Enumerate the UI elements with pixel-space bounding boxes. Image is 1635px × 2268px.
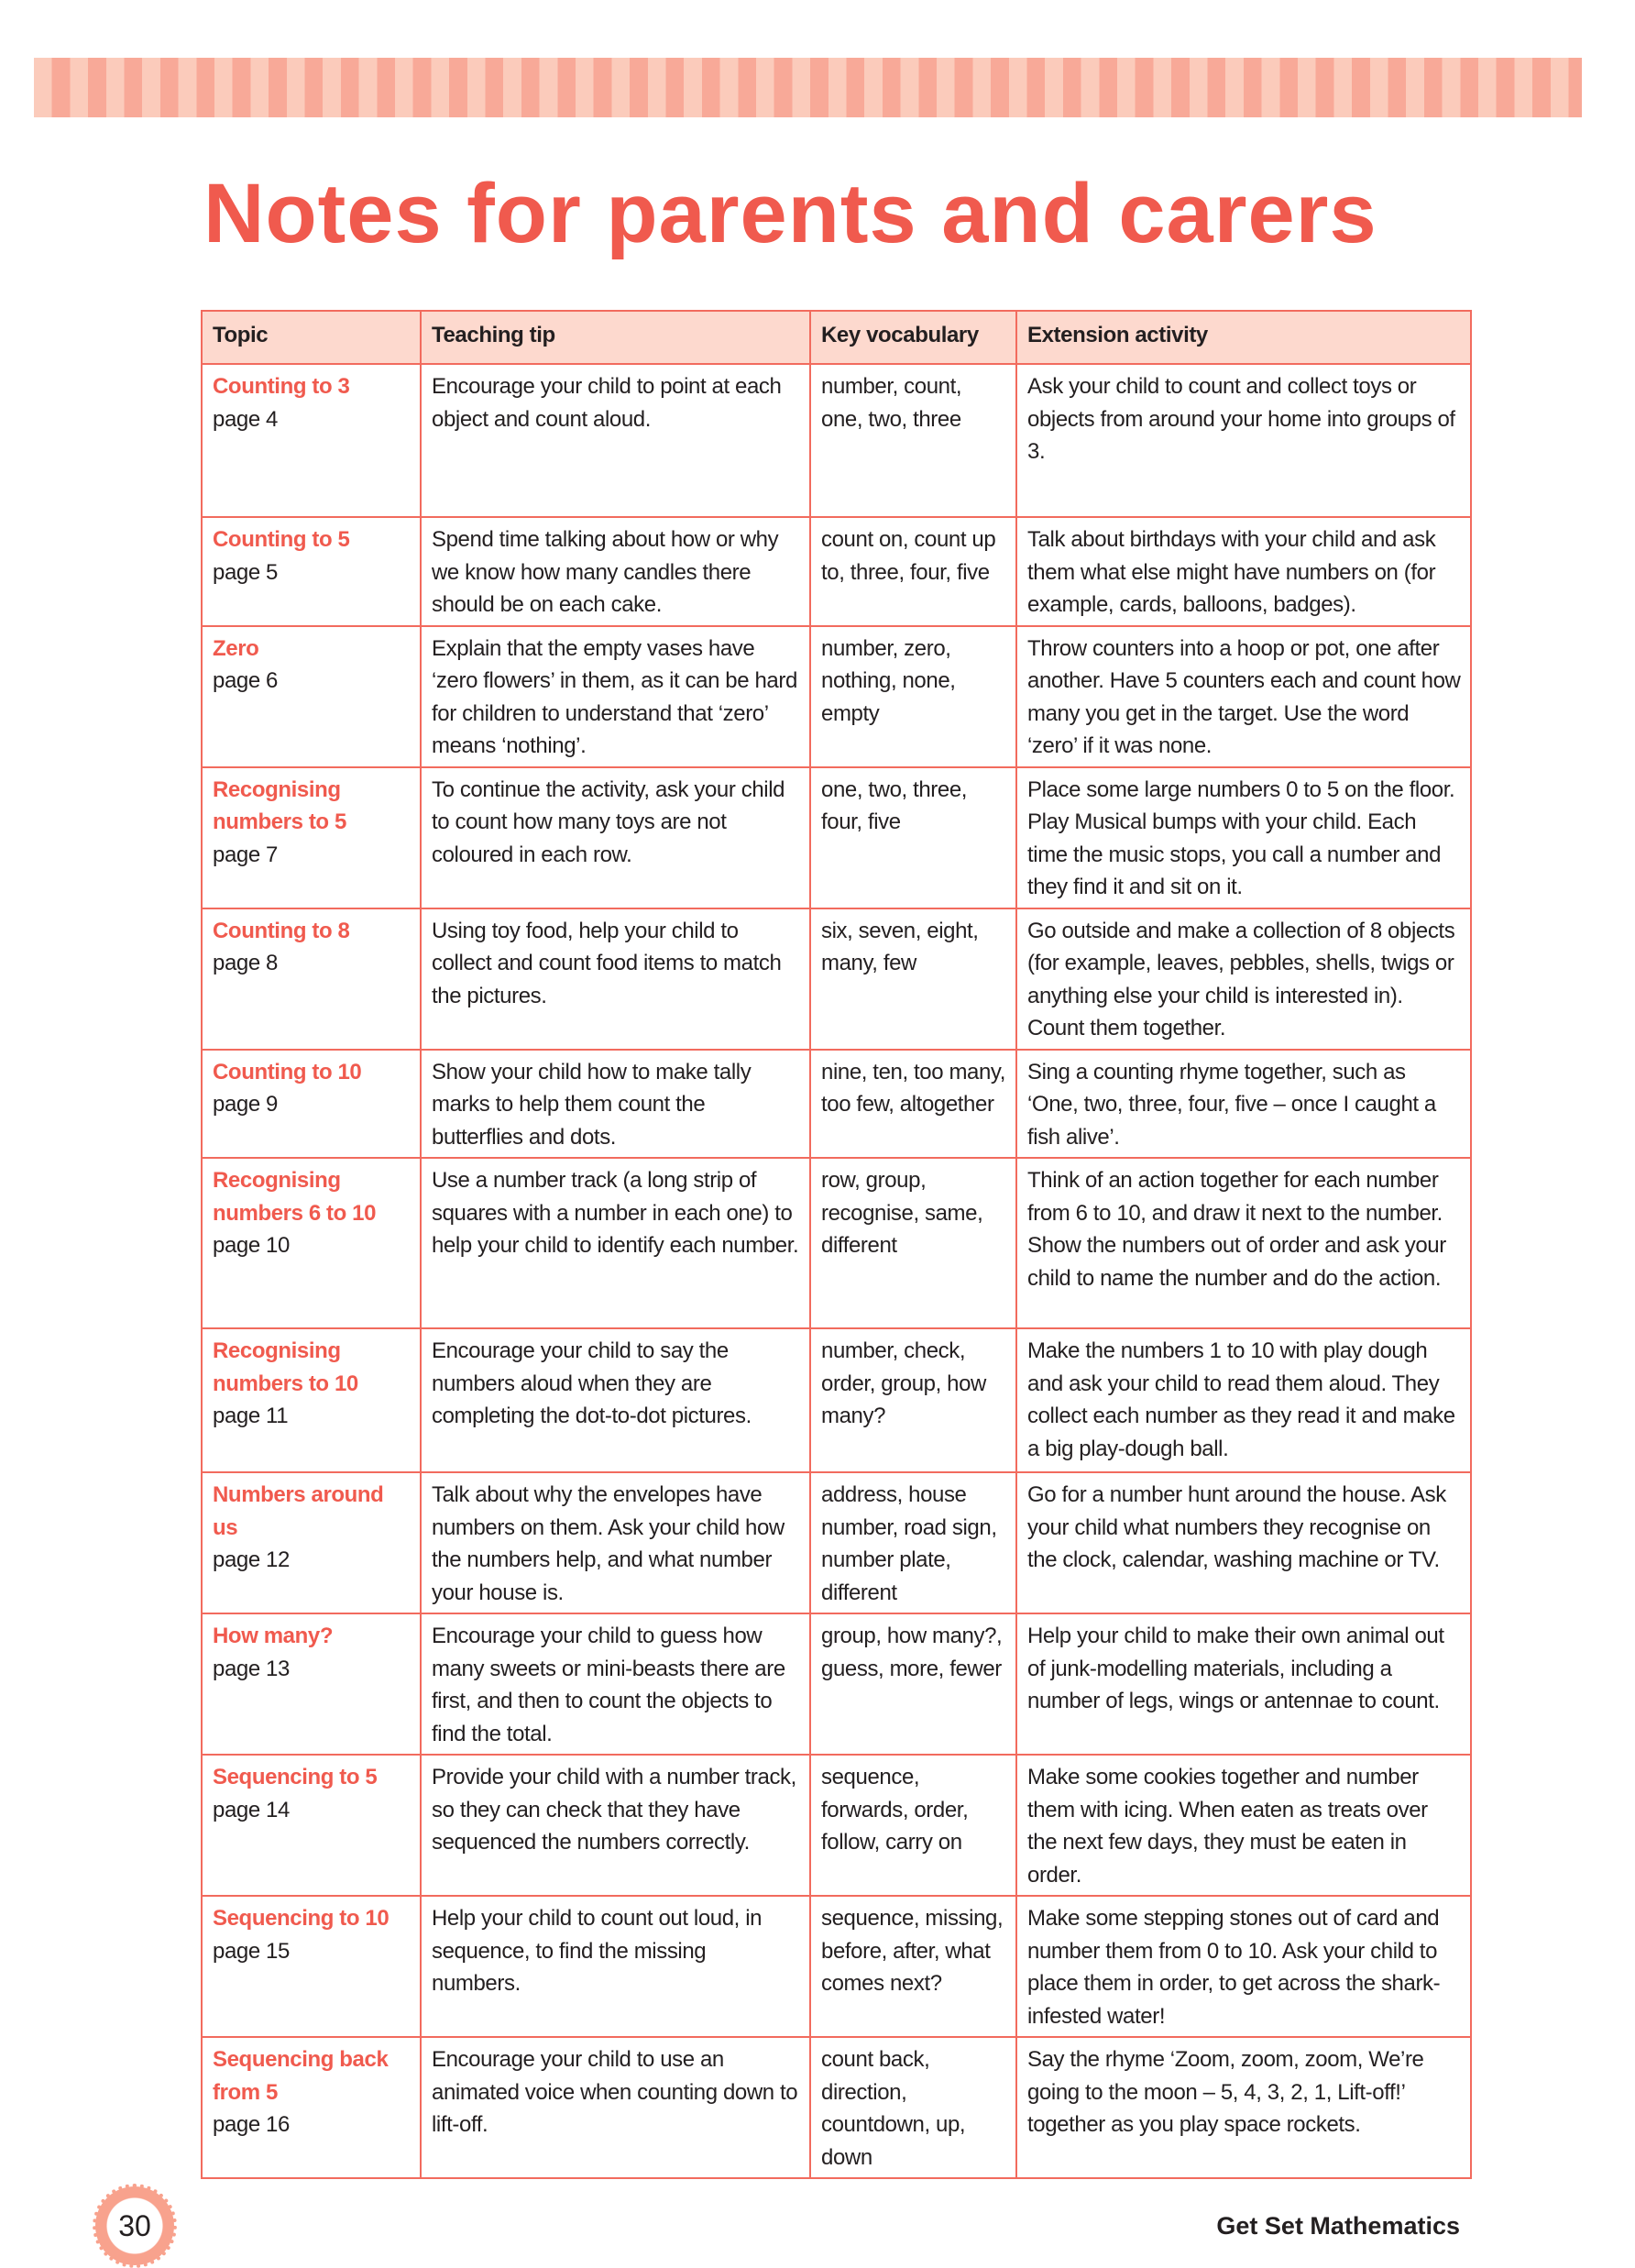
extension-activity-cell: Place some large numbers 0 to 5 on the floor. Play Musical bumps with your child. Each time the music stops, you call a number and they find it and sit on it.	[1016, 767, 1471, 908]
topic-title: Numbers around us	[213, 1482, 384, 1540]
header-teaching-tip: Teaching tip	[421, 311, 810, 364]
extension-activity-cell: Make the numbers 1 to 10 with play dough and ask your child to read them aloud. They collect each number as they read it and make a big play-dough ball.	[1016, 1328, 1471, 1472]
extension-activity-cell: Throw counters into a hoop or pot, one after another. Have 5 counters each and count how many you get in the target. Use the word ‘zero’ if it was none.	[1016, 626, 1471, 767]
table-row	[202, 1472, 1471, 1613]
topic-cell	[202, 1050, 421, 1159]
key-vocabulary-cell: count back, direction, countdown, up, down	[810, 2037, 1016, 2178]
table-row	[202, 2037, 1471, 2178]
extension-activity-cell: Make some stepping stones out of card and number them from 0 to 10. Ask your child to place them in order, to get across the shark-infested water!	[1016, 1896, 1471, 2037]
teaching-tip-cell: Encourage your child to use an animated voice when counting down to lift-off.	[421, 2037, 810, 2178]
teaching-tip-cell: Encourage your child to guess how many sweets or mini-beasts there are first, and then to count the objects to find the total.	[421, 1613, 810, 1755]
key-vocabulary-cell: count on, count up to, three, four, five	[810, 517, 1016, 626]
teaching-tip-cell: Show your child how to make tally marks to help them count the butterflies and dots.	[421, 1050, 810, 1159]
key-vocabulary-cell: address, house number, road sign, number plate, different	[810, 1472, 1016, 1613]
page-footer	[95, 2186, 1470, 2265]
topic-title: Counting to 5	[213, 527, 350, 552]
key-vocabulary-cell: group, how many?, guess, more, fewer	[810, 1613, 1016, 1755]
topic-cell	[202, 626, 421, 767]
table-row	[202, 1613, 1471, 1755]
extension-activity-cell: Make some cookies together and number them with icing. When eaten as treats over the next few days, they must be eaten in order.	[1016, 1755, 1471, 1896]
topic-page: page 12	[213, 1547, 290, 1572]
key-vocabulary-cell: number, count, one, two, three	[810, 364, 1016, 517]
book-title: Get Set Mathematics	[1216, 2211, 1460, 2240]
topic-title: Zero	[213, 635, 259, 661]
key-vocabulary-cell: six, seven, eight, many, few	[810, 908, 1016, 1050]
topic-page: page 9	[213, 1092, 279, 1117]
table-row	[202, 1158, 1471, 1328]
extension-activity-cell: Go for a number hunt around the house. Ask your child what numbers they recognise on the clock, calendar, washing machine or TV.	[1016, 1472, 1471, 1613]
teaching-tip-cell: Encourage your child to say the numbers aloud when they are completing the dot-to-dot pictures.	[421, 1328, 810, 1472]
topic-page: page 13	[213, 1656, 290, 1681]
teaching-tip-cell: Provide your child with a number track, so they can check that they have sequenced the numbers correctly.	[421, 1755, 810, 1896]
topic-title: Counting to 8	[213, 918, 350, 943]
extension-activity-cell: Go outside and make a collection of 8 objects (for example, leaves, pebbles, shells, twigs or anything else your child is interested in). Count them together.	[1016, 908, 1471, 1050]
extension-activity-cell: Say the rhyme ‘Zoom, zoom, zoom, We’re going to the moon – 5, 4, 3, 2, 1, Lift-off!’ together as you play space rockets.	[1016, 2037, 1471, 2178]
table-row	[202, 1755, 1471, 1896]
extension-activity-cell: Sing a counting rhyme together, such as ‘One, two, three, four, five – once I caught a fish alive’.	[1016, 1050, 1471, 1159]
teaching-tip-cell: Using toy food, help your child to collect and count food items to match the pictures.	[421, 908, 810, 1050]
topic-cell	[202, 908, 421, 1050]
extension-activity-cell: Help your child to make their own animal out of junk-modelling materials, including a number of legs, wings or antennae to count.	[1016, 1613, 1471, 1755]
teaching-tip-cell: Encourage your child to point at each object and count aloud.	[421, 364, 810, 517]
extension-activity-cell: Talk about birthdays with your child and ask them what else might have numbers on (for example, cards, balloons, badges).	[1016, 517, 1471, 626]
table-header-row	[202, 311, 1471, 364]
table-row	[202, 1050, 1471, 1159]
topic-page: page 16	[213, 2112, 290, 2137]
topic-page: page 8	[213, 951, 279, 975]
topic-cell	[202, 1755, 421, 1896]
topic-title: Recognising numbers to 10	[213, 1338, 358, 1396]
teaching-tip-cell: Help your child to count out loud, in sequence, to find the missing numbers.	[421, 1896, 810, 2037]
key-vocabulary-cell: nine, ten, too many, too few, altogether	[810, 1050, 1016, 1159]
teaching-tip-cell: Talk about why the envelopes have numbers on them. Ask your child how the numbers help, and what number your house is.	[421, 1472, 810, 1613]
key-vocabulary-cell: number, check, order, group, how many?	[810, 1328, 1016, 1472]
table-row	[202, 364, 1471, 517]
table-row	[202, 908, 1471, 1050]
key-vocabulary-cell: row, group, recognise, same, different	[810, 1158, 1016, 1328]
topic-title: Recognising numbers to 5	[213, 776, 346, 834]
topic-cell	[202, 517, 421, 626]
topic-page: page 4	[213, 406, 279, 432]
table-row	[202, 517, 1471, 626]
notes-table	[201, 310, 1472, 2179]
topic-title: Counting to 3	[213, 374, 350, 399]
table-row	[202, 626, 1471, 767]
key-vocabulary-cell: sequence, forwards, order, follow, carry on	[810, 1755, 1016, 1896]
table-row	[202, 767, 1471, 908]
topic-title: Counting to 10	[213, 1059, 362, 1084]
table-row	[202, 1896, 1471, 2037]
page-title: Notes for parents and carers	[203, 167, 1377, 260]
topic-title: Sequencing to 10	[213, 1906, 390, 1931]
topic-cell	[202, 1328, 421, 1472]
topic-cell	[202, 1896, 421, 2037]
teaching-tip-cell: Explain that the empty vases have ‘zero flowers’ in them, as it can be hard for children to understand that ‘zero’ means ‘nothing’.	[421, 626, 810, 767]
key-vocabulary-cell: sequence, missing, before, after, what comes next?	[810, 1896, 1016, 2037]
topic-page: page 14	[213, 1797, 290, 1822]
topic-title: Sequencing to 5	[213, 1765, 378, 1789]
topic-page: page 15	[213, 1938, 290, 1964]
extension-activity-cell: Think of an action together for each number from 6 to 10, and draw it next to the number. Show the numbers out of order and ask your child to name the number and do the action.	[1016, 1158, 1471, 1328]
key-vocabulary-cell: one, two, three, four, five	[810, 767, 1016, 908]
decorative-stripe-banner	[34, 58, 1582, 117]
topic-title: How many?	[213, 1624, 334, 1648]
header-key-vocabulary: Key vocabulary	[810, 311, 1016, 364]
page-number-badge	[95, 2186, 174, 2265]
key-vocabulary-cell: number, zero, nothing, none, empty	[810, 626, 1016, 767]
teaching-tip-cell: Use a number track (a long strip of squares with a number in each one) to help your child to identify each number.	[421, 1158, 810, 1328]
topic-cell	[202, 364, 421, 517]
topic-title: Sequencing back from 5	[213, 2047, 389, 2105]
topic-page: page 11	[213, 1404, 289, 1428]
page-content	[95, 310, 1470, 2265]
topic-cell	[202, 1613, 421, 1755]
topic-page: page 10	[213, 1233, 290, 1258]
topic-page: page 7	[213, 842, 279, 867]
page-number: 30	[118, 2208, 151, 2242]
header-extension-activity: Extension activity	[1016, 311, 1471, 364]
teaching-tip-cell: Spend time talking about how or why we know how many candles there should be on each cake.	[421, 517, 810, 626]
topic-page: page 5	[213, 559, 279, 585]
topic-title: Recognising numbers 6 to 10	[213, 1168, 377, 1226]
extension-activity-cell: Ask your child to count and collect toys or objects from around your home into groups of 3.	[1016, 364, 1471, 517]
topic-cell	[202, 2037, 421, 2178]
table-row	[202, 1328, 1471, 1472]
topic-cell	[202, 767, 421, 908]
topic-cell	[202, 1158, 421, 1328]
topic-cell	[202, 1472, 421, 1613]
teaching-tip-cell: To continue the activity, ask your child to count how many toys are not coloured in each row.	[421, 767, 810, 908]
header-topic: Topic	[202, 311, 421, 364]
topic-page: page 6	[213, 668, 279, 693]
